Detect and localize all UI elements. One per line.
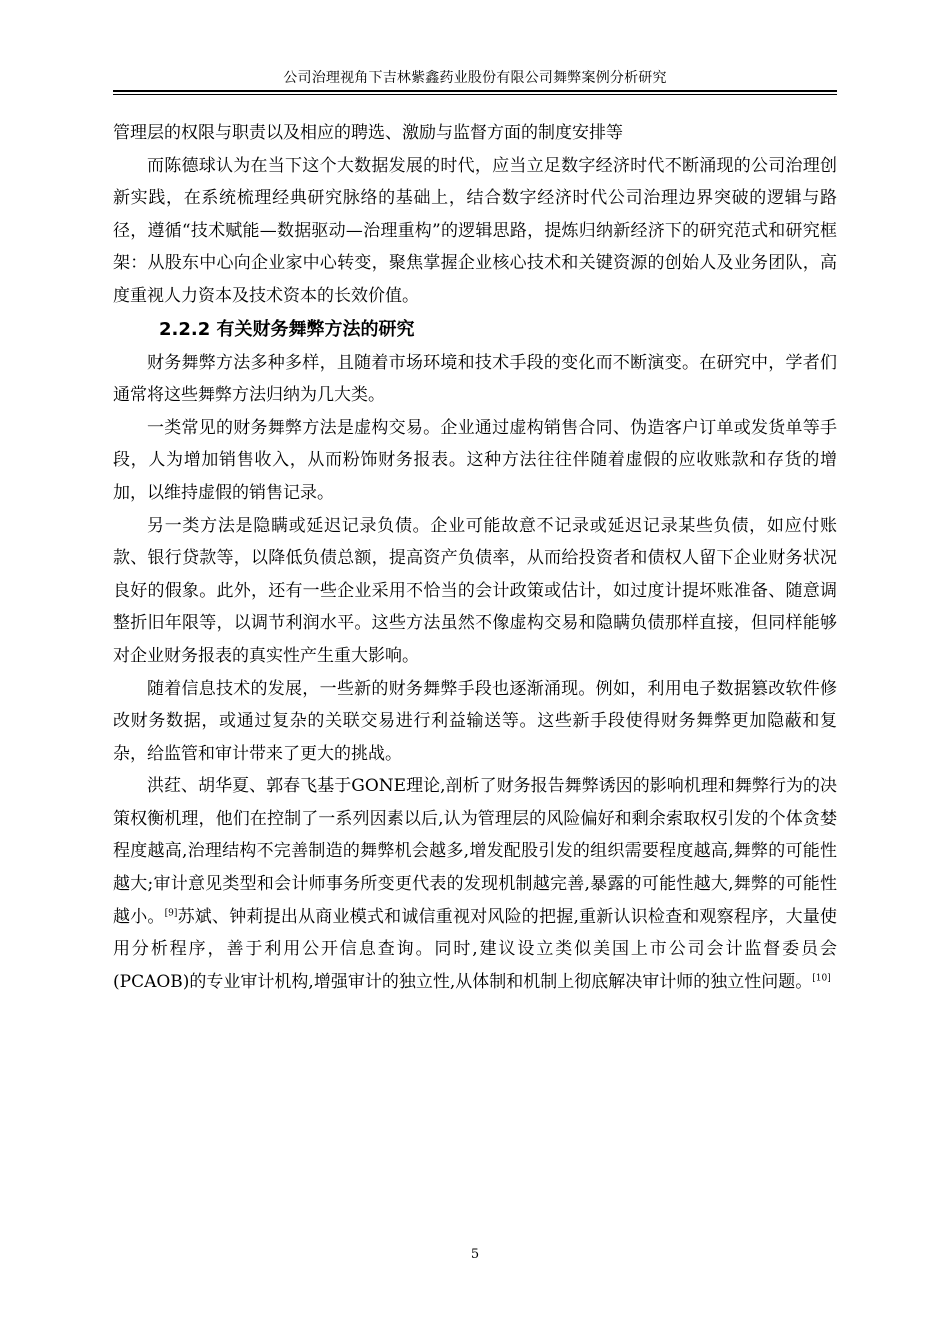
- paragraph-gone-theory: [113, 770, 837, 998]
- paragraph-fictitious-transactions: 一类常见的财务舞弊方法是虚构交易。企业通过虚构销售合同、伪造客户订单或发货单等手段，人为增加销售收入，从而粉饰财务报表。这种方法往往伴随着虚假的应收账款和存货的增加，以维持虚假的销售记录。: [113, 417, 837, 503]
- citation-10: [10]: [812, 973, 831, 984]
- su-zhong-text: 苏斌、钟莉提出从商业模式和诚信重视对风险的把握,重新认识检查和观察程序，大量使用分析程序，善于利用公开信息查询。同时,建议设立类似美国上市公司会计监督委员会(PCAOB)的专业审计机构,增强审计的独立性,从体制和机制上彻底解决审计师的独立性问题。: [113, 906, 838, 992]
- running-header: 公司治理视角下吉林紫鑫药业股份有限公司舞弊案例分析研究: [283, 70, 667, 86]
- paragraph-chen-deqiu: 而陈德球认为在当下这个大数据发展的时代，应当立足数字经济时代不断涌现的公司治理创新实践，在系统梳理经典研究脉络的基础上，结合数字经济时代公司治理边界突破的逻辑与路径，遵循“技术赋能—数据驱动—治理重构”的逻辑思路，提炼归纳新经济下的研究范式和研究框架：从股东中心向企业家中心转变，聚焦掌握企业核心技术和关键资源的创始人及业务团队，高度重视人力资本及技术资本的长效价值。: [113, 155, 837, 306]
- page-body: [113, 117, 837, 998]
- header-rule-thick: [113, 90, 837, 92]
- page-number: 5: [470, 1247, 480, 1262]
- citation-9: [9]: [164, 908, 178, 918]
- header-rule-thin: [113, 94, 837, 95]
- section-heading: 2.2.2 有关财务舞弊方法的研究: [159, 318, 415, 340]
- paragraph-continuation: 管理层的权限与职责以及相应的聘选、激励与监督方面的制度安排等: [113, 123, 623, 143]
- paragraph-concealed-liabilities: 另一类方法是隐瞒或延迟记录负债。企业可能故意不记录或延迟记录某些负债，如应付账款、银行贷款等，以降低负债总额，提高资产负债率，从而给投资者和债权人留下企业财务状况良好的假象。此外，还有一些企业采用不恰当的会计政策或估计，如过度计提坏账准备、随意调整折旧年限等，以调节利润水平。这些方法虽然不像虚构交易和隐瞒负债那样直接，但同样能够对企业财务报表的真实性产生重大影响。: [113, 515, 837, 666]
- paragraph-new-techniques: 随着信息技术的发展，一些新的财务舞弊手段也逐渐涌现。例如，利用电子数据篡改软件修改财务数据，或通过复杂的关联交易进行利益输送等。这些新手段使得财务舞弊更加隐蔽和复杂，给监管和审计带来了更大的挑战。: [113, 678, 837, 764]
- gone-theory-text: 洪荭、胡华夏、郭春飞基于GONE理论,剖析了财务报告舞弊诱因的影响机理和舞弊行为的决策权衡机理，他们在控制了一系列因素以后,认为管理层的风险偏好和剩余索取权引发的个体贪婪程度越高,治理结构不完善制造的舞弊机会越多,增发配股引发的组织需要程度越高,舞弊的可能性越大;审计意见类型和会计师事务所变更代表的发现机制越完善,暴露的可能性越大,舞弊的可能性越小。: [113, 776, 837, 927]
- paragraph-fraud-methods-intro: 财务舞弊方法多种多样，且随着市场环境和技术手段的变化而不断演变。在研究中，学者们通常将这些舞弊方法归纳为几大类。: [113, 352, 837, 406]
